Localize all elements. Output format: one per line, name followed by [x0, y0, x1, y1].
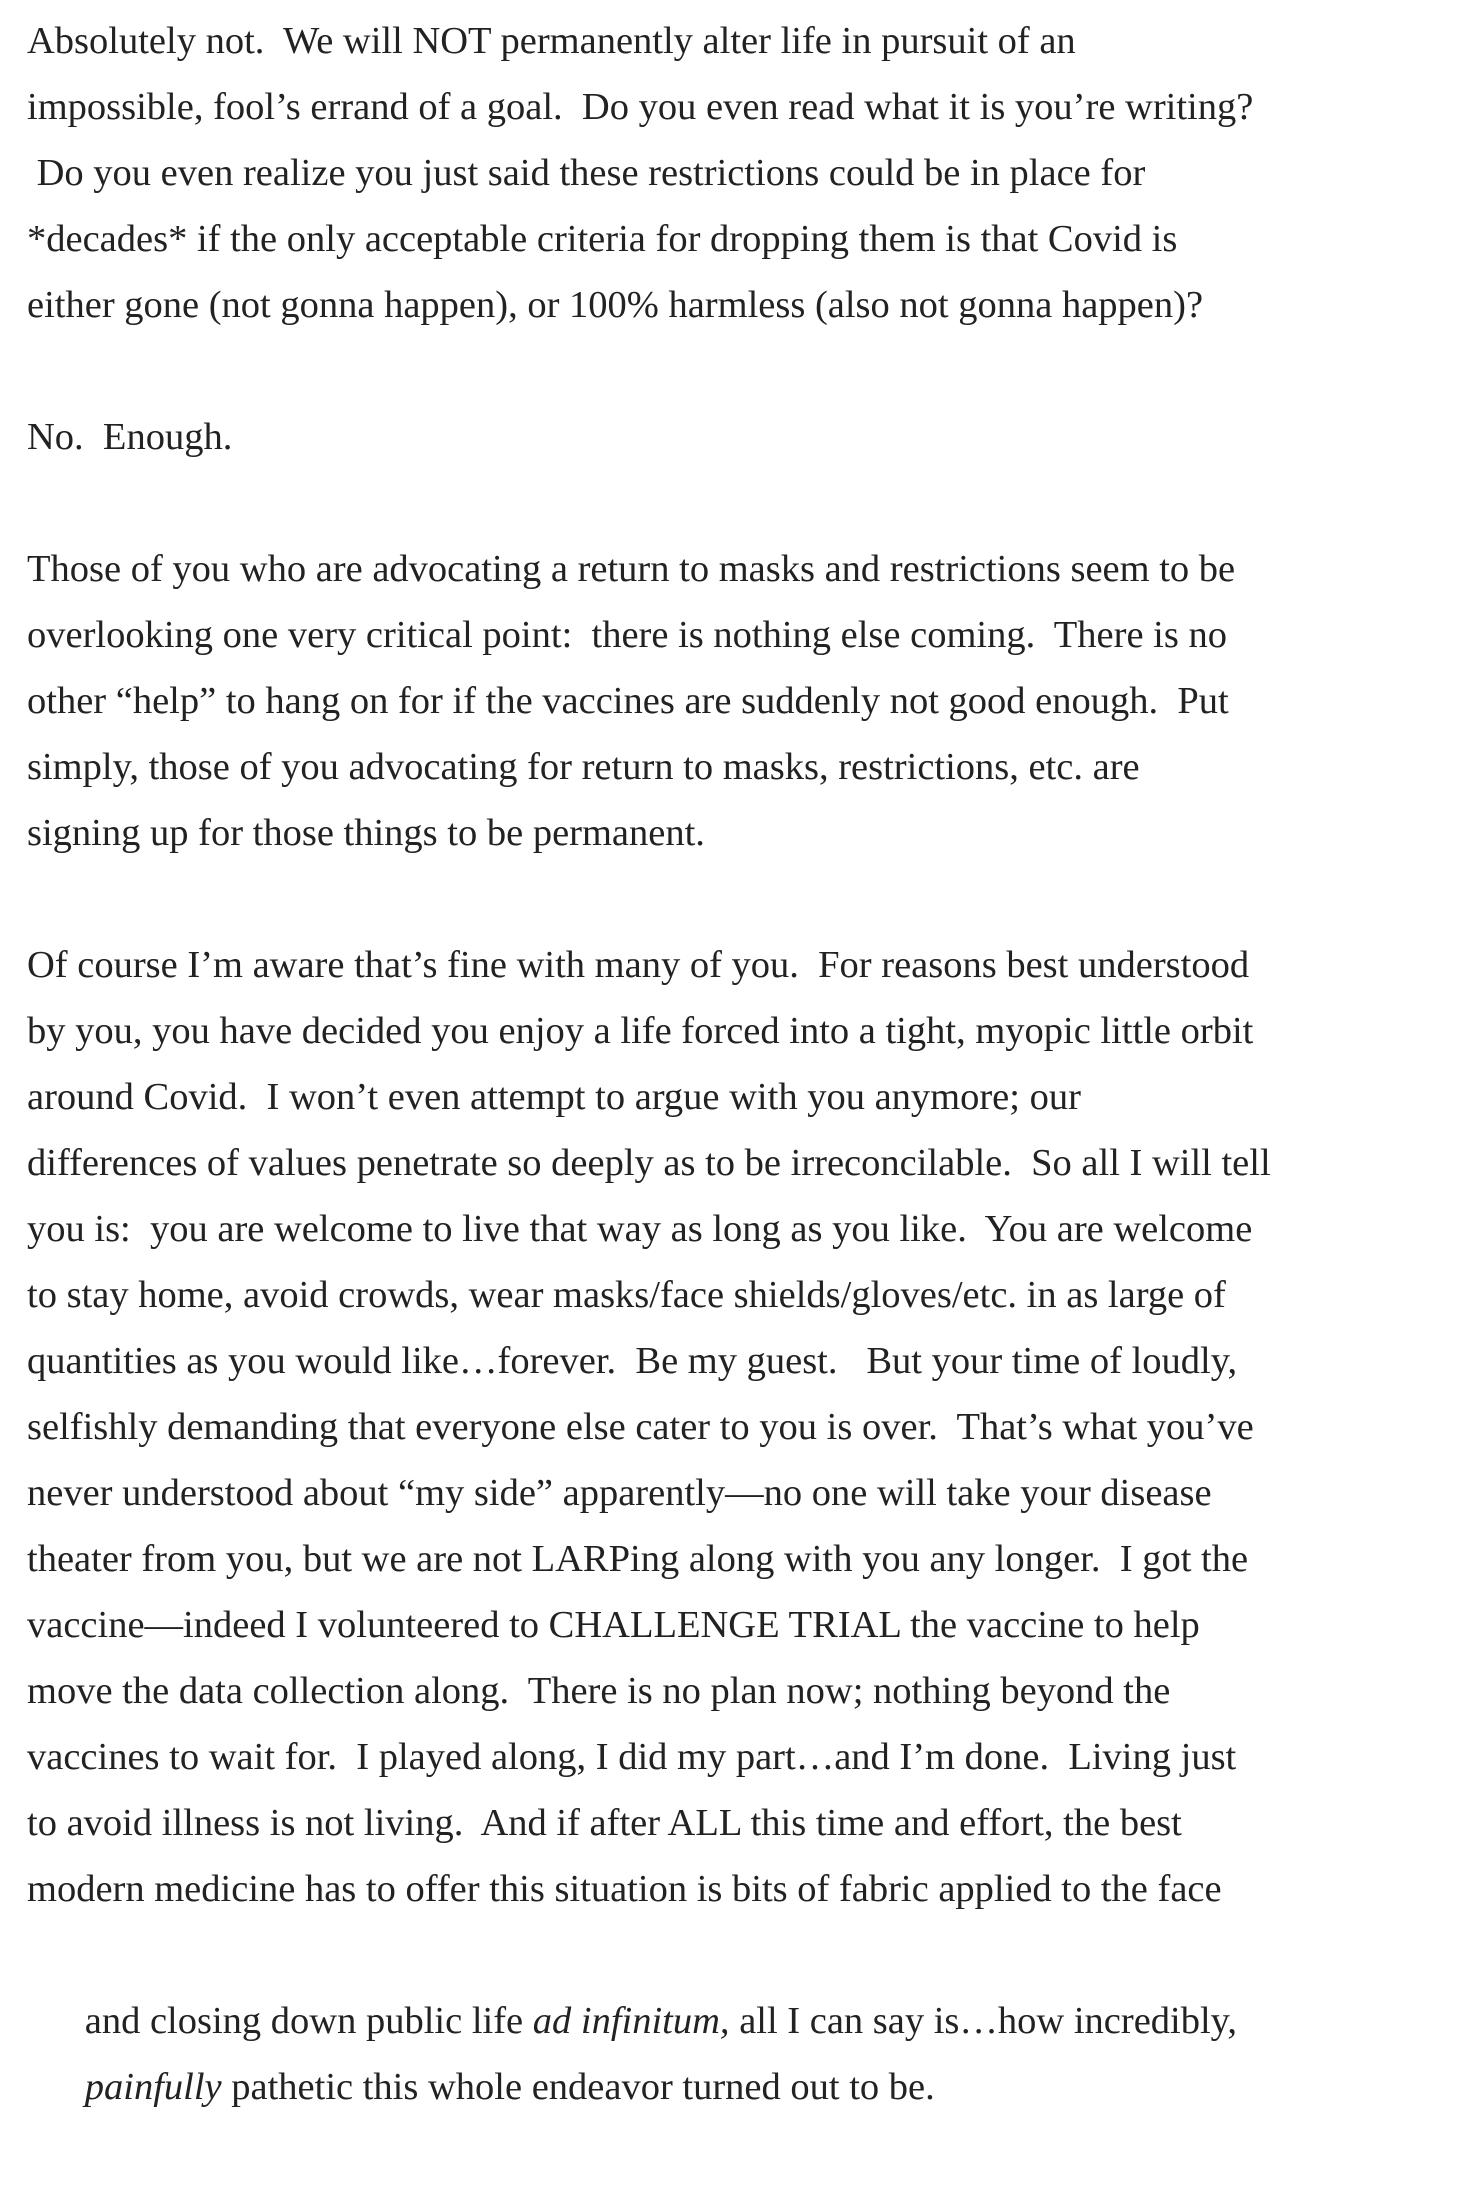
text-line: simply, those of you advocating for return to masks, restrictions, etc. are	[27, 746, 1140, 788]
text-line: *decades* if the only acceptable criteria for dropping them is that Covid is	[27, 218, 1178, 260]
text-line: by you, you have decided you enjoy a life forced into a tight, myopic little orbit	[27, 1010, 1254, 1052]
italic-text: ad infinitum,	[532, 2000, 730, 2042]
text-line: vaccine—indeed I volunteered to CHALLENGE TRIAL the vaccine to help	[27, 1604, 1200, 1646]
text-line	[27, 1988, 935, 2108]
text-line: theater from you, but we are not LARPing along with you any longer. I got the	[27, 1538, 1249, 1580]
text-line: never understood about “my side” apparently—no one will take your disease	[27, 1472, 1212, 1514]
text-line: around Covid. I won’t even attempt to argue with you anymore; our	[27, 1076, 1081, 1118]
text-line: Absolutely not. We will NOT permanently alter life in pursuit of an	[27, 20, 1076, 62]
italic-text: painfully	[84, 2066, 222, 2108]
text-line: selfishly demanding that everyone else cater to you is over. That’s what you’ve	[27, 1406, 1254, 1448]
text-line: you is: you are welcome to live that way as long as you like. You are welcome	[27, 1208, 1253, 1250]
text-line: overlooking one very critical point: there is nothing else coming. There is no	[27, 614, 1227, 656]
text-segment: all I can say is…how incredibly,	[729, 2000, 1238, 2042]
text-line: Those of you who are advocating a return to masks and restrictions seem to be	[27, 548, 1236, 590]
text-line: move the data collection along. There is no plan now; nothing beyond the	[27, 1670, 1171, 1712]
text-line: modern medicine has to offer this situation is bits of fabric applied to the face	[27, 1868, 1222, 1910]
text-segment: pathetic this whole endeavor turned out to be.	[221, 2066, 935, 2108]
text-line: quantities as you would like…forever. Be my guest. But your time of loudly,	[27, 1340, 1238, 1382]
text-line: either gone (not gonna happen), or 100% harmless (also not gonna happen)?	[27, 284, 1204, 326]
text-segment: and closing down public life	[84, 2000, 533, 2042]
text-line: signing up for those things to be permanent.	[27, 812, 705, 854]
text-line: to stay home, avoid crowds, wear masks/face shields/gloves/etc. in as large of	[27, 1274, 1226, 1316]
text-line: No. Enough.	[27, 416, 233, 458]
text-line: impossible, fool’s errand of a goal. Do you even read what it is you’re writing?	[27, 86, 1254, 128]
text-line: differences of values penetrate so deeply as to be irreconcilable. So all I will tell	[27, 1142, 1271, 1184]
text-line: other “help” to hang on for if the vaccines are suddenly not good enough. Put	[27, 680, 1229, 722]
text-line: Do you even realize you just said these restrictions could be in place for	[27, 152, 1146, 194]
text-line: Of course I’m aware that’s fine with many of you. For reasons best understood	[27, 944, 1250, 986]
text-line	[27, 1922, 1238, 2042]
text-line: to avoid illness is not living. And if after ALL this time and effort, the best	[27, 1802, 1182, 1844]
text-line: vaccines to wait for. I played along, I did my part…and I’m done. Living just	[27, 1736, 1237, 1778]
